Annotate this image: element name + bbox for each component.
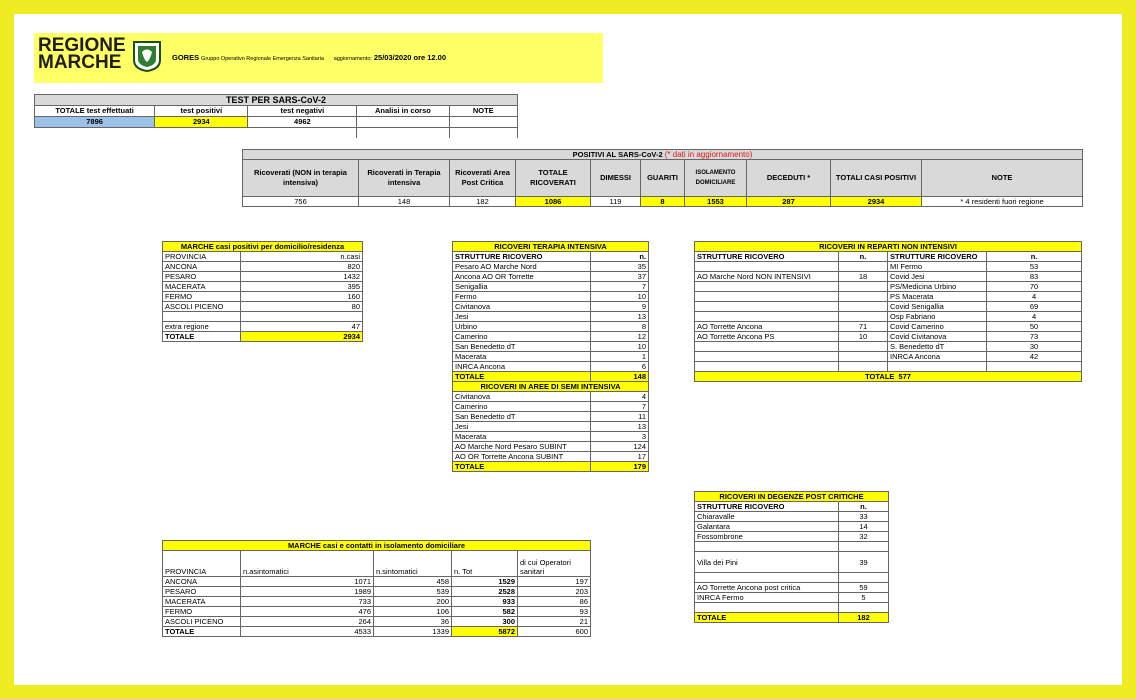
update-label: aggiornamento: — [333, 56, 372, 62]
positivi-value: 756 — [243, 197, 359, 207]
positivi-note-value: * 4 residenti fuori regione — [922, 197, 1083, 207]
terapia-intensiva-table — [452, 241, 649, 472]
total-row — [453, 462, 649, 472]
structure-count — [839, 352, 888, 362]
header-info-line — [172, 53, 446, 62]
structure-name: MI Fermo — [888, 262, 987, 272]
healthcare-workers-count: 203 — [518, 587, 591, 597]
ni-total-value: 577 — [898, 372, 911, 381]
province-cases — [241, 312, 363, 322]
positivi-value: 119 — [591, 197, 641, 207]
positivi-value: 148 — [359, 197, 450, 207]
healthcare-workers-count: 21 — [518, 617, 591, 627]
table-row — [453, 452, 649, 462]
total-count: 933 — [452, 597, 518, 607]
iso-col-header: PROVINCIA — [163, 551, 241, 577]
structure-count: 83 — [987, 272, 1082, 282]
structure-count: 8 — [591, 322, 649, 332]
positivi-col-header: Ricoverati (NON in terapia intensiva) — [243, 160, 359, 197]
province-table — [162, 241, 363, 342]
structure-name: INRCA Ancona — [888, 352, 987, 362]
table-row — [695, 552, 889, 573]
iso-col-header: di cui Operatori sanitari — [518, 551, 591, 577]
province-table-title: MARCHE casi positivi per domicilio/residenza — [163, 242, 363, 252]
total-count: 582 — [452, 607, 518, 617]
positivi-value: 1553 — [685, 197, 747, 207]
structure-name — [695, 342, 839, 352]
province-total-value: 2934 — [241, 332, 363, 342]
province-name: extra regione — [163, 322, 241, 332]
structure-name: Civitanova — [453, 302, 591, 312]
structure-name: Senigallia — [453, 282, 591, 292]
test-col-header: test positivi — [155, 106, 248, 117]
province-name: PESARO — [163, 272, 241, 282]
ni-total-cell — [695, 372, 1082, 382]
province-name: ANCONA — [163, 262, 241, 272]
structure-count — [839, 292, 888, 302]
ni-col-header: n. — [987, 252, 1082, 262]
iso-col-header: n.asintomatici — [241, 551, 374, 577]
test-positive-value: 2934 — [155, 117, 248, 128]
ni-col-header: STRUTTURE RICOVERO — [695, 252, 839, 262]
table-row — [695, 593, 889, 603]
structure-name: Chiaravalle — [695, 512, 839, 522]
table-row — [695, 332, 1082, 342]
symptomatic-count: 36 — [374, 617, 452, 627]
structure-name — [695, 302, 839, 312]
structure-count: 4 — [987, 312, 1082, 322]
structure-name — [695, 292, 839, 302]
structure-name — [695, 542, 839, 552]
symptomatic-count: 539 — [374, 587, 452, 597]
test-total-value: 7896 — [35, 117, 155, 128]
org-name-line2: MARCHE — [38, 52, 122, 73]
structure-name: Jesi — [453, 312, 591, 322]
table-row — [163, 292, 363, 302]
positivi-col-header: Ricoverati Area Post Critica — [450, 160, 516, 197]
province-name: MACERATA — [163, 282, 241, 292]
table-row — [453, 442, 649, 452]
structure-name: Civitanova — [453, 392, 591, 402]
structure-name: Camerino — [453, 332, 591, 342]
structure-count: 30 — [987, 342, 1082, 352]
structure-count: 7 — [591, 402, 649, 412]
province-cases: 80 — [241, 302, 363, 312]
structure-name: Camerino — [453, 402, 591, 412]
ni-col-header: n. — [839, 252, 888, 262]
pc-total-value: 182 — [839, 613, 889, 623]
structure-count: 12 — [591, 332, 649, 342]
ti-table-title: RICOVERI TERAPIA INTENSIVA — [453, 242, 649, 252]
structure-name: Pesaro AO Marche Nord — [453, 262, 591, 272]
table-row — [695, 352, 1082, 362]
table-row — [453, 392, 649, 402]
structure-count: 5 — [839, 593, 889, 603]
asymptomatic-count: 1071 — [241, 577, 374, 587]
table-row — [695, 262, 1082, 272]
iso-total-label: TOTALE — [163, 627, 241, 637]
table-row — [695, 532, 889, 542]
table-row — [695, 542, 889, 552]
total-count: 1529 — [452, 577, 518, 587]
structure-name: Macerata — [453, 352, 591, 362]
iso-table-title: MARCHE casi e contatti in isolamento domiciliare — [163, 541, 591, 551]
positivi-col-header: ISOLAMENTO DOMICILIARE — [685, 160, 747, 197]
structure-count: 4 — [987, 292, 1082, 302]
structure-count: 14 — [839, 522, 889, 532]
structure-name: Fermo — [453, 292, 591, 302]
structure-count: 1 — [591, 352, 649, 362]
positivi-col-header: TOTALE RICOVERATI — [516, 160, 591, 197]
table-row — [163, 302, 363, 312]
semi-total-label: TOTALE — [453, 462, 591, 472]
structure-count: 32 — [839, 532, 889, 542]
positivi-col-header: NOTE — [922, 160, 1083, 197]
province-col-header: n.casi — [241, 252, 363, 262]
pc-table-title: RICOVERI IN DEGENZE POST CRITICHE — [695, 492, 889, 502]
structure-count — [839, 603, 889, 613]
structure-name: Villa dei Pini — [695, 552, 839, 573]
iso-col-header: n. Tot — [452, 551, 518, 577]
province-cases: 395 — [241, 282, 363, 292]
structure-name: Covid Senigallia — [888, 302, 987, 312]
healthcare-workers-count: 86 — [518, 597, 591, 607]
regione-marche-emblem-icon — [132, 40, 162, 72]
table-row — [163, 587, 591, 597]
test-col-header: TOTALE test effettuati — [35, 106, 155, 117]
province-name: ANCONA — [163, 577, 241, 587]
structure-count: 69 — [987, 302, 1082, 312]
table-row — [695, 342, 1082, 352]
pc-total-label: TOTALE — [695, 613, 839, 623]
table-row — [453, 282, 649, 292]
structure-name: AO Torrette Ancona PS — [695, 332, 839, 342]
positivi-title: POSITIVI AL SARS-CoV-2 — [572, 150, 663, 159]
structure-name: PS/Medicina Urbino — [888, 282, 987, 292]
structure-name: San Benedetto dT — [453, 412, 591, 422]
table-row — [163, 272, 363, 282]
structure-count: 70 — [987, 282, 1082, 292]
structure-count: 37 — [591, 272, 649, 282]
structure-count: 33 — [839, 512, 889, 522]
pc-col-header: n. — [839, 502, 889, 512]
province-name: ASCOLI PICENO — [163, 617, 241, 627]
structure-count — [839, 362, 888, 372]
table-row — [453, 332, 649, 342]
table-row — [695, 322, 1082, 332]
symptomatic-count: 200 — [374, 597, 452, 607]
structure-name: Covid Camerino — [888, 322, 987, 332]
structure-count: 6 — [591, 362, 649, 372]
structure-name — [695, 352, 839, 362]
table-row — [453, 272, 649, 282]
structure-name: INRCA Ancona — [453, 362, 591, 372]
asymptomatic-count: 1989 — [241, 587, 374, 597]
structure-name: AO Marche Nord NON INTENSIVI — [695, 272, 839, 282]
table-row — [163, 282, 363, 292]
iso-col-header: n.sintomatici — [374, 551, 452, 577]
semi-table-title: RICOVERI IN AREE DI SEMI INTENSIVA — [453, 382, 649, 392]
table-row — [163, 577, 591, 587]
asymptomatic-count: 733 — [241, 597, 374, 607]
positivi-table — [242, 149, 1083, 207]
province-col-header: PROVINCIA — [163, 252, 241, 262]
structure-name — [695, 573, 839, 583]
province-name — [163, 312, 241, 322]
healthcare-workers-count: 93 — [518, 607, 591, 617]
header-banner — [34, 33, 603, 83]
total-row — [163, 332, 363, 342]
iso-total-value: 5872 — [452, 627, 518, 637]
structure-count: 124 — [591, 442, 649, 452]
table-row — [453, 422, 649, 432]
positivi-col-header: DIMESSI — [591, 160, 641, 197]
structure-count: 10 — [839, 332, 888, 342]
total-row — [695, 372, 1082, 382]
structure-name: AO Torrette Ancona — [695, 322, 839, 332]
province-name: FERMO — [163, 292, 241, 302]
structure-count: 13 — [591, 422, 649, 432]
structure-name — [695, 312, 839, 322]
document-page — [14, 14, 1122, 685]
structure-count: 53 — [987, 262, 1082, 272]
structure-name — [695, 262, 839, 272]
ni-total-label: TOTALE — [865, 372, 895, 381]
gores-description: Gruppo Operativo Regionale Emergenza Sanitaria — [201, 56, 324, 62]
structure-name: Osp Fabriano — [888, 312, 987, 322]
asymptomatic-count: 264 — [241, 617, 374, 627]
structure-count — [839, 302, 888, 312]
structure-count — [839, 542, 889, 552]
pc-col-header: STRUTTURE RICOVERO — [695, 502, 839, 512]
structure-name: San Benedetto dT — [453, 342, 591, 352]
test-col-header: test negativi — [248, 106, 357, 117]
table-row — [453, 302, 649, 312]
structure-name — [888, 362, 987, 372]
test-negative-value: 4962 — [248, 117, 357, 128]
structure-count: 17 — [591, 452, 649, 462]
table-row — [695, 362, 1082, 372]
test-table-title: TEST PER SARS-CoV-2 — [35, 95, 518, 106]
structure-count: 3 — [591, 432, 649, 442]
isolamento-table — [162, 540, 591, 637]
structure-name — [695, 603, 839, 613]
positivi-value: 287 — [747, 197, 831, 207]
positivi-title-row — [243, 150, 1083, 160]
positivi-value: 8 — [641, 197, 685, 207]
structure-count — [839, 282, 888, 292]
asymptomatic-count: 476 — [241, 607, 374, 617]
structure-count: 13 — [591, 312, 649, 322]
structure-name: PS Macerata — [888, 292, 987, 302]
gores-label: GORES — [172, 53, 200, 62]
test-col-header: NOTE — [449, 106, 517, 117]
structure-name: Covid Jesi — [888, 272, 987, 282]
total-count: 300 — [452, 617, 518, 627]
structure-name: Urbino — [453, 322, 591, 332]
table-row — [695, 512, 889, 522]
province-name: ASCOLI PICENO — [163, 302, 241, 312]
total-row — [453, 372, 649, 382]
table-row — [695, 583, 889, 593]
structure-count — [987, 362, 1082, 372]
test-table — [34, 94, 518, 138]
structure-count: 10 — [591, 342, 649, 352]
org-name-line1: REGIONE — [38, 35, 126, 56]
table-row — [453, 412, 649, 422]
table-row — [163, 322, 363, 332]
structure-name: Galantara — [695, 522, 839, 532]
ti-total-value: 148 — [591, 372, 649, 382]
structure-name — [695, 282, 839, 292]
table-row — [695, 302, 1082, 312]
table-row — [453, 262, 649, 272]
structure-name: Ancona AO OR Torrette — [453, 272, 591, 282]
positivi-value: 2934 — [831, 197, 922, 207]
province-name: PESARO — [163, 587, 241, 597]
ti-col-header: n. — [591, 252, 649, 262]
positivi-col-header: Ricoverati in Terapia intensiva — [359, 160, 450, 197]
structure-count: 11 — [591, 412, 649, 422]
table-row — [695, 603, 889, 613]
structure-name — [695, 362, 839, 372]
positivi-col-header: GUARITI — [641, 160, 685, 197]
structure-count: 50 — [987, 322, 1082, 332]
table-row — [695, 573, 889, 583]
table-row — [695, 282, 1082, 292]
table-row — [695, 292, 1082, 302]
structure-count — [839, 312, 888, 322]
symptomatic-count: 106 — [374, 607, 452, 617]
structure-count: 7 — [591, 282, 649, 292]
ni-table-title: RICOVERI IN REPARTI NON INTENSIVI — [695, 242, 1082, 252]
structure-name: AO Marche Nord Pesaro SUBINT — [453, 442, 591, 452]
post-critiche-table — [694, 491, 889, 623]
province-total-label: TOTALE — [163, 332, 241, 342]
structure-count: 35 — [591, 262, 649, 272]
province-cases: 1432 — [241, 272, 363, 282]
semi-title-row — [453, 382, 649, 392]
table-row — [453, 342, 649, 352]
table-row — [453, 312, 649, 322]
non-intensivi-table — [694, 241, 1082, 382]
table-row — [453, 402, 649, 412]
province-cases: 47 — [241, 322, 363, 332]
structure-name: Fossombrone — [695, 532, 839, 542]
table-row — [695, 312, 1082, 322]
province-name: FERMO — [163, 607, 241, 617]
table-row — [163, 597, 591, 607]
table-row — [695, 272, 1082, 282]
semi-total-value: 179 — [591, 462, 649, 472]
structure-name: AO Torrette Ancona post critica — [695, 583, 839, 593]
structure-count: 71 — [839, 322, 888, 332]
structure-name: S. Benedetto dT — [888, 342, 987, 352]
positivi-title-note: (* dati in aggiornamento) — [664, 150, 753, 159]
structure-count — [839, 342, 888, 352]
ni-col-header: STRUTTURE RICOVERO — [888, 252, 987, 262]
province-cases: 820 — [241, 262, 363, 272]
iso-total-sym: 1339 — [374, 627, 452, 637]
table-row — [163, 617, 591, 627]
test-pending-value — [357, 117, 449, 128]
province-name: MACERATA — [163, 597, 241, 607]
structure-count: 18 — [839, 272, 888, 282]
table-row — [695, 522, 889, 532]
structure-count: 39 — [839, 552, 889, 573]
test-col-header: Analisi in corso — [357, 106, 449, 117]
structure-count: 59 — [839, 583, 889, 593]
structure-count — [839, 573, 889, 583]
table-row — [453, 292, 649, 302]
positivi-col-header: TOTALI CASI POSITIVI — [831, 160, 922, 197]
ti-total-label: TOTALE — [453, 372, 591, 382]
table-row — [163, 312, 363, 322]
iso-total-hw: 600 — [518, 627, 591, 637]
table-row — [163, 262, 363, 272]
structure-name: Macerata — [453, 432, 591, 442]
table-row — [453, 352, 649, 362]
structure-count — [839, 262, 888, 272]
structure-count: 9 — [591, 302, 649, 312]
healthcare-workers-count: 197 — [518, 577, 591, 587]
update-value: 25/03/2020 ore 12.00 — [373, 53, 447, 62]
structure-name: INRCA Fermo — [695, 593, 839, 603]
total-row — [163, 627, 591, 637]
province-cases: 160 — [241, 292, 363, 302]
total-row — [695, 613, 889, 623]
table-row — [453, 322, 649, 332]
structure-name: Covid Civitanova — [888, 332, 987, 342]
symptomatic-count: 458 — [374, 577, 452, 587]
table-row — [453, 432, 649, 442]
positivi-value: 182 — [450, 197, 516, 207]
structure-name: Jesi — [453, 422, 591, 432]
structure-count: 42 — [987, 352, 1082, 362]
structure-count: 10 — [591, 292, 649, 302]
iso-total-asym: 4533 — [241, 627, 374, 637]
table-row — [453, 362, 649, 372]
structure-name: AO OR Torrette Ancona SUBINT — [453, 452, 591, 462]
structure-count: 4 — [591, 392, 649, 402]
org-name — [38, 37, 126, 71]
positivi-value: 1086 — [516, 197, 591, 207]
positivi-col-header: DECEDUTI * — [747, 160, 831, 197]
total-count: 2528 — [452, 587, 518, 597]
structure-count: 73 — [987, 332, 1082, 342]
ti-col-header: STRUTTURE RICOVERO — [453, 252, 591, 262]
table-row — [163, 607, 591, 617]
test-note-value — [449, 117, 517, 128]
